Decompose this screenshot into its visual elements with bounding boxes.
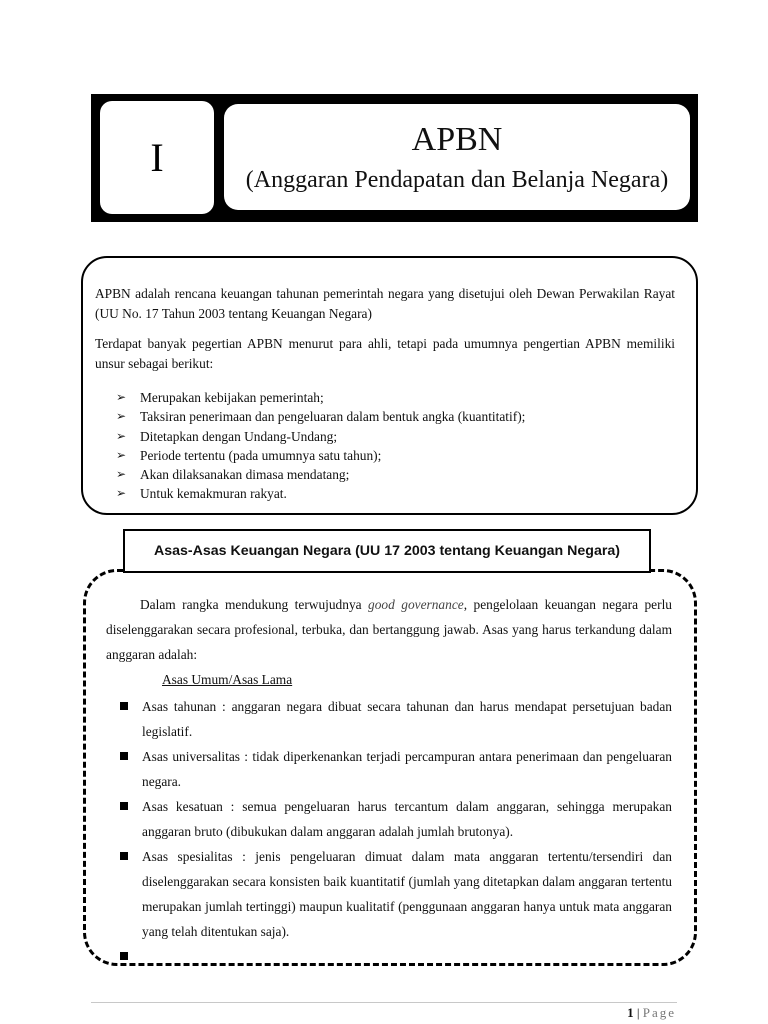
list-item: ➢ Ditetapkan dengan Undang-Undang; — [116, 427, 675, 446]
list-item: Asas tahunan : anggaran negara dibuat secara tahunan dan harus mendapat persetujuan badan legislatif. — [120, 694, 672, 744]
arrow-bullet-icon: ➢ — [116, 467, 127, 482]
principles-subheading: Asas Umum/Asas Lama — [162, 672, 293, 687]
square-bullet-icon — [120, 702, 128, 710]
arrow-bullet-icon: ➢ — [116, 486, 127, 501]
principles-box — [83, 569, 697, 966]
list-item — [120, 944, 672, 969]
list-item: Asas universalitas : tidak diperkenankan terjadi percampuran antara penerimaan dan pengeluaran negara. — [120, 744, 672, 794]
footer-divider — [91, 1002, 677, 1003]
list-item: ➢ Taksiran penerimaan dan pengeluaran dalam bentuk angka (kuantitatif); — [116, 407, 675, 426]
square-bullet-icon — [120, 952, 128, 960]
arrow-bullet-icon: ➢ — [116, 409, 127, 424]
list-item: Asas spesialitas : jenis pengeluaran dimuat dalam mata anggaran tertentu/tersendiri dan diselenggarakan secara konsisten baik kuantitatif (jumlah yang ditetapkan dalam anggaran tertentu merupakan jumlah tertinggi) maupun kualitatif (penggunaan anggaran hanya untuk mata anggaran yang telah ditentukan saja). — [120, 844, 672, 944]
list-item: ➢ Merupakan kebijakan pemerintah; — [116, 388, 675, 407]
page-number: 1 — [627, 1005, 634, 1020]
arrow-bullet-icon: ➢ — [116, 428, 127, 443]
elements-intro: Terdapat banyak pegertian APBN menurut para ahli, tetapi pada umumnya pengertian APBN memiliki unsur sebagai berikut: — [95, 336, 675, 371]
square-bullet-icon — [120, 802, 128, 810]
elements-list — [95, 388, 675, 504]
definition-box — [81, 256, 698, 515]
chapter-title-box — [224, 104, 690, 210]
principles-list — [106, 694, 672, 969]
list-item: Asas kesatuan : semua pengeluaran harus tercantum dalam anggaran, sehingga merupakan anggaran bruto (dibukukan dalam anggaran adalah jumlah brutonya). — [120, 794, 672, 844]
section-heading: Asas-Asas Keuangan Negara (UU 17 2003 tentang Keuangan Negara) — [123, 529, 651, 573]
definition-paragraph: APBN adalah rencana keuangan tahunan pemerintah negara yang disetujui oleh Dewan Perwakilan Rayat (UU No. 17 Tahun 2003 tentang Keuangan Negara) — [95, 286, 675, 321]
page-footer — [627, 1005, 676, 1021]
arrow-bullet-icon: ➢ — [116, 390, 127, 404]
list-item: ➢ Untuk kemakmuran rakyat. — [116, 484, 675, 503]
list-item: ➢ Periode tertentu (pada umumnya satu tahun); — [116, 446, 675, 465]
square-bullet-icon — [120, 752, 128, 760]
chapter-subtitle: (Anggaran Pendapatan dan Belanja Negara) — [245, 167, 669, 193]
square-bullet-icon — [120, 852, 128, 860]
list-item: ➢ Akan dilaksanakan dimasa mendatang; — [116, 465, 675, 484]
principles-intro: Dalam rangka mendukung terwujudnya good governance, pengelolaan keuangan negara perlu diselenggarakan secara profesional, terbuka, dan bertanggung jawab. Asas yang harus terkandung dalam anggaran adalah: — [106, 597, 672, 662]
chapter-title: APBN — [411, 121, 503, 158]
page-label: Page — [642, 1005, 676, 1020]
chapter-number: I — [100, 101, 214, 214]
footer-separator: | — [636, 1005, 640, 1020]
arrow-bullet-icon: ➢ — [116, 447, 127, 462]
